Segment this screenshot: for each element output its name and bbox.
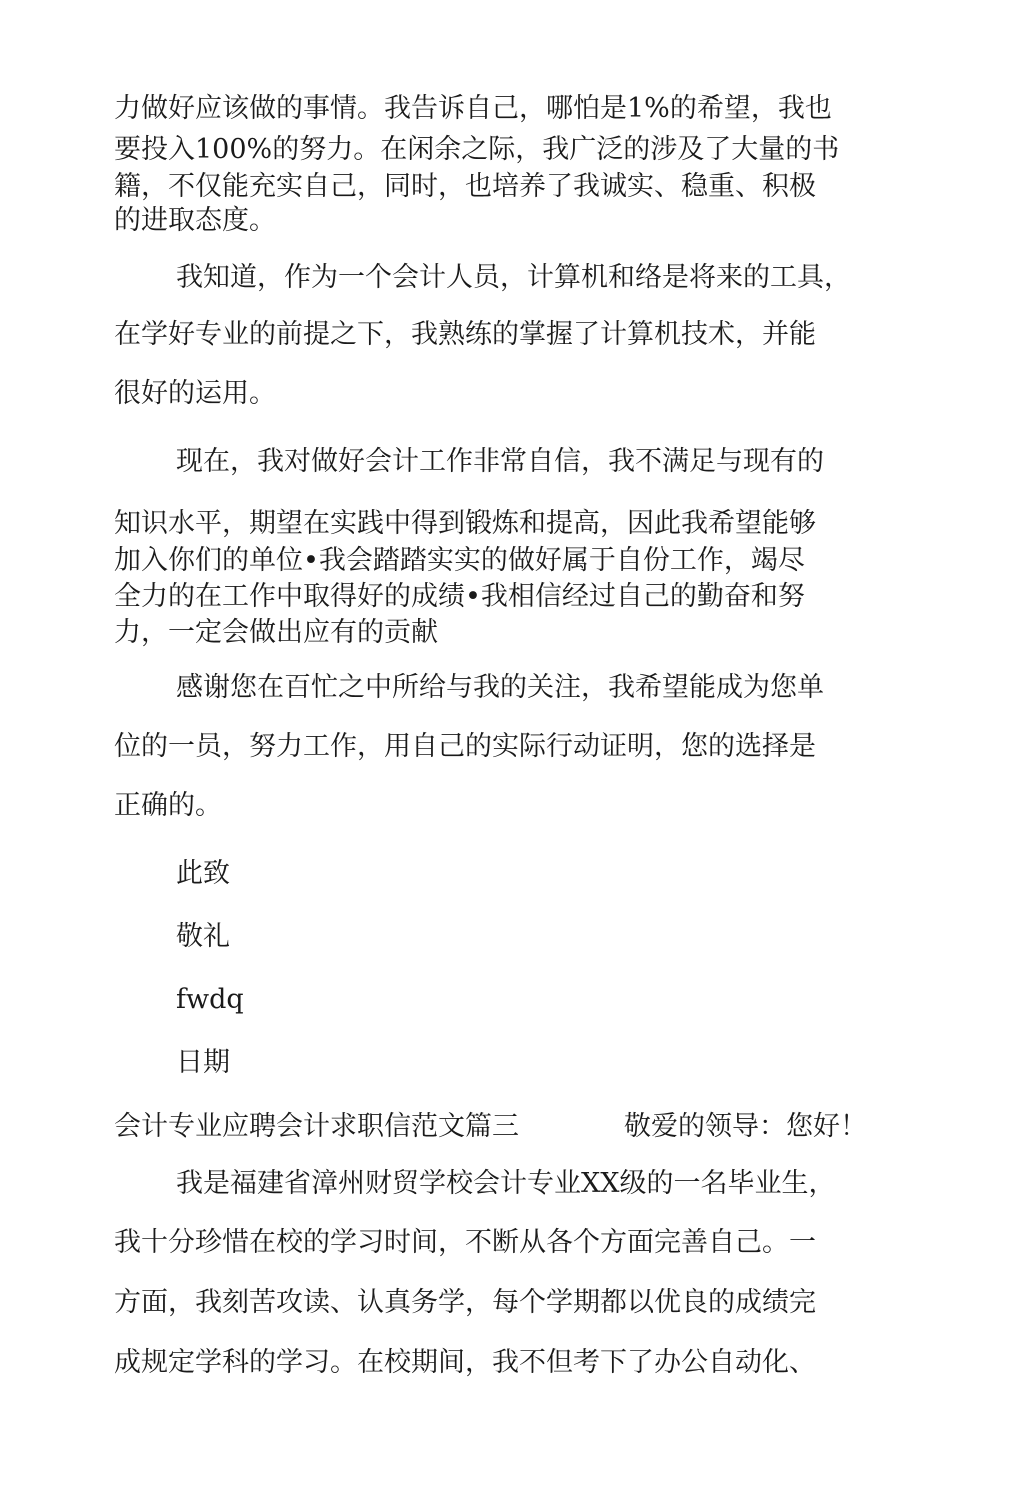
text-line: 成规定学科的学习。在校期间，我不但考下了办公自动化、: [114, 1347, 816, 1378]
text-line: 感谢您在百忙之中所给与我的关注，我希望能成为您单: [176, 672, 824, 703]
text-line: 位的一员，努力工作，用自己的实际行动证明，您的选择是: [114, 731, 816, 762]
section-title: 会计专业应聘会计求职信范文篇三: [114, 1111, 519, 1142]
text-line: 正确的。: [114, 790, 222, 821]
text-line: 现在，我对做好会计工作非常自信，我不满足与现有的: [176, 446, 824, 477]
text-line: 我知道，作为一个会计人员，计算机和络是将来的工具，: [176, 262, 851, 293]
closing-signature: fwdq: [176, 984, 244, 1015]
text-line: 力做好应该做的事情。我告诉自己，哪怕是1%的希望，我也: [114, 93, 832, 124]
closing-salutation: 此致: [176, 858, 230, 889]
text-line: 全力的在工作中取得好的成绩•我相信经过自己的勤奋和努: [114, 581, 805, 612]
text-line: 我十分珍惜在校的学习时间，不断从各个方面完善自己。一: [114, 1227, 816, 1258]
text-line: 我是福建省漳州财贸学校会计专业XX级的一名毕业生，: [176, 1168, 836, 1199]
text-line: 方面，我刻苦攻读、认真务学，每个学期都以优良的成绩完: [114, 1287, 816, 1318]
closing-date: 日期: [176, 1047, 230, 1078]
text-line: 在学好专业的前提之下，我熟练的掌握了计算机技术，并能: [114, 319, 816, 350]
text-line: 籍，不仅能充实自己，同时，也培养了我诚实、稳重、积极: [114, 171, 816, 202]
section-greeting: 敬爱的领导：您好！: [624, 1111, 867, 1142]
text-line: 加入你们的单位•我会踏踏实实的做好属于自份工作，竭尽: [114, 545, 805, 576]
closing-regards: 敬礼: [176, 921, 230, 952]
text-line: 很好的运用。: [114, 378, 276, 409]
text-line: 知识水平，期望在实践中得到锻炼和提高，因此我希望能够: [114, 508, 816, 539]
text-line: 要投入100%的努力。在闲余之际，我广泛的涉及了大量的书: [114, 134, 840, 165]
text-line: 的进取态度。: [114, 205, 276, 236]
text-line: 力，一定会做出应有的贡献: [114, 617, 438, 648]
